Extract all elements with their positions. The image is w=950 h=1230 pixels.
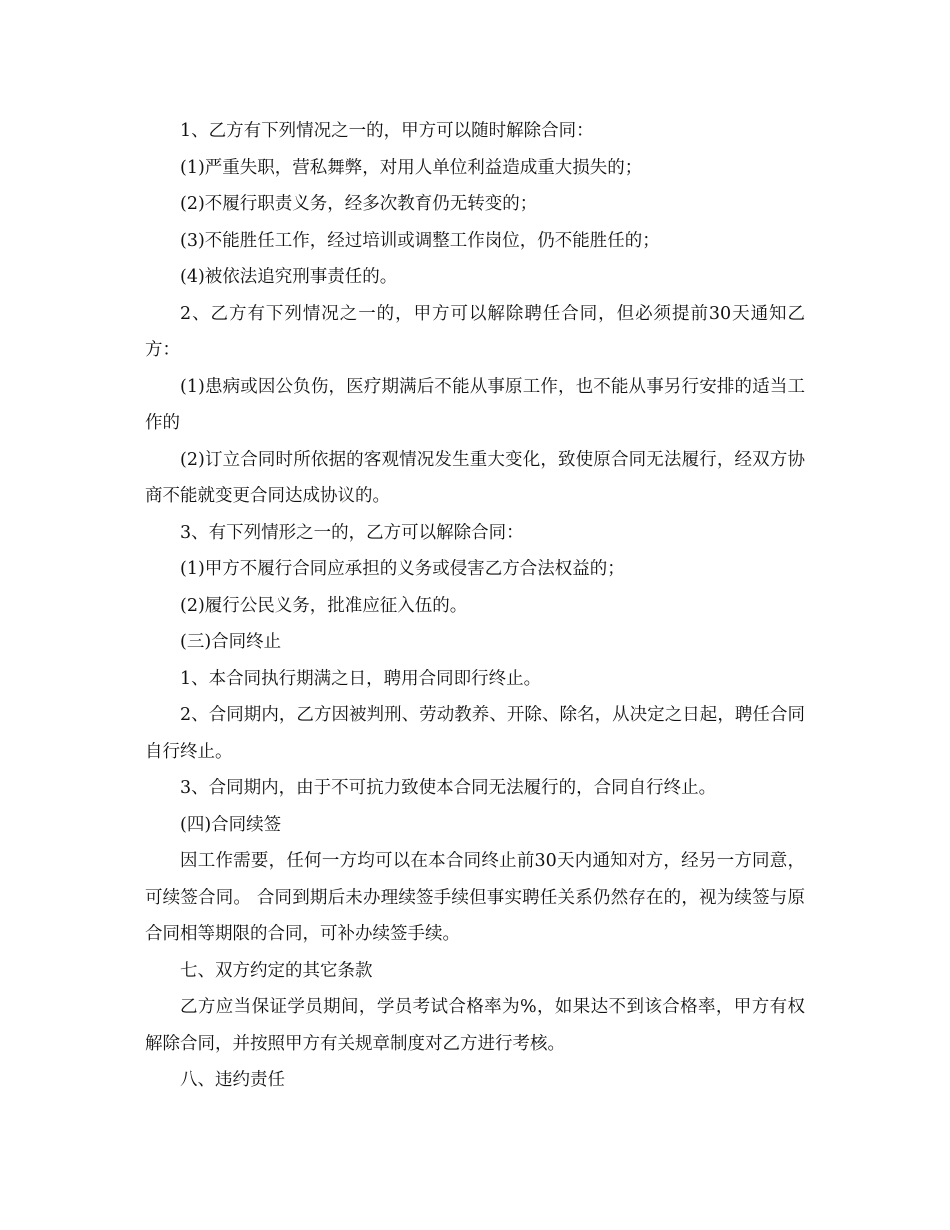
clause-2-item-1: (1)患病或因公负伤，医疗期满后不能从事原工作，也不能从事另行安排的适当工作的: [145, 376, 805, 433]
renewal-text: 因工作需要，任何一方均可以在本合同终止前30天内通知对方，经另一方同意，可续签合同。 合同到期后未办理续签手续但事实聘任关系仍然存在的，视为续签与原合同相等期限的合同，可补办续签手续。: [145, 851, 805, 944]
section-termination-heading: (三)合同终止: [180, 632, 282, 652]
clause-3-item-1: (1)甲方不履行合同应承担的义务或侵害乙方合法权益的；: [180, 559, 625, 579]
document-body: [145, 113, 805, 1099]
section-8-heading: 八、违约责任: [180, 1070, 285, 1090]
termination-item-2: 2、合同期内，乙方因被判刑、劳动教养、开除、除名，从决定之日起，聘任合同自行终止。: [145, 705, 805, 762]
clause-1-item-3: (3)不能胜任工作，经过培训或调整工作岗位，仍不能胜任的；: [180, 230, 660, 251]
clause-2-title: 2、乙方有下列情况之一的，甲方可以解除聘任合同，但必须提前30天通知乙方：: [145, 303, 805, 360]
section-7-text: 乙方应当保证学员期间，学员考试合格率为%，如果达不到该合格率，甲方有权解除合同，并按照甲方有关规章制度对乙方进行考核。: [145, 997, 805, 1054]
clause-1-item-2: (2)不履行职责义务，经多次教育仍无转变的；: [180, 194, 538, 214]
clause-1-item-4: (4)被依法追究刑事责任的。: [180, 267, 398, 287]
clause-3-title: 3、有下列情形之一的，乙方可以解除合同：: [180, 522, 524, 543]
clause-2-item-2: (2)订立合同时所依据的客观情况发生重大变化，致使原合同无法履行，经双方协商不能就变更合同达成协议的。: [145, 449, 805, 506]
clause-1-item-1: (1)严重失职，营私舞弊，对用人单位利益造成重大损失的；: [180, 157, 643, 178]
termination-item-3: 3、合同期内，由于不可抗力致使本合同无法履行的，合同自行终止。: [180, 778, 717, 798]
section-renewal-heading: (四)合同续签: [180, 814, 282, 835]
clause-3-item-2: (2)履行公民义务，批准应征入伍的。: [180, 595, 468, 616]
termination-item-1: 1、本合同执行期满之日，聘用合同即行终止。: [180, 668, 542, 689]
section-7-heading: 七、双方约定的其它条款: [180, 960, 373, 981]
clause-1-title: 1、乙方有下列情况之一的，甲方可以随时解除合同：: [180, 121, 594, 141]
